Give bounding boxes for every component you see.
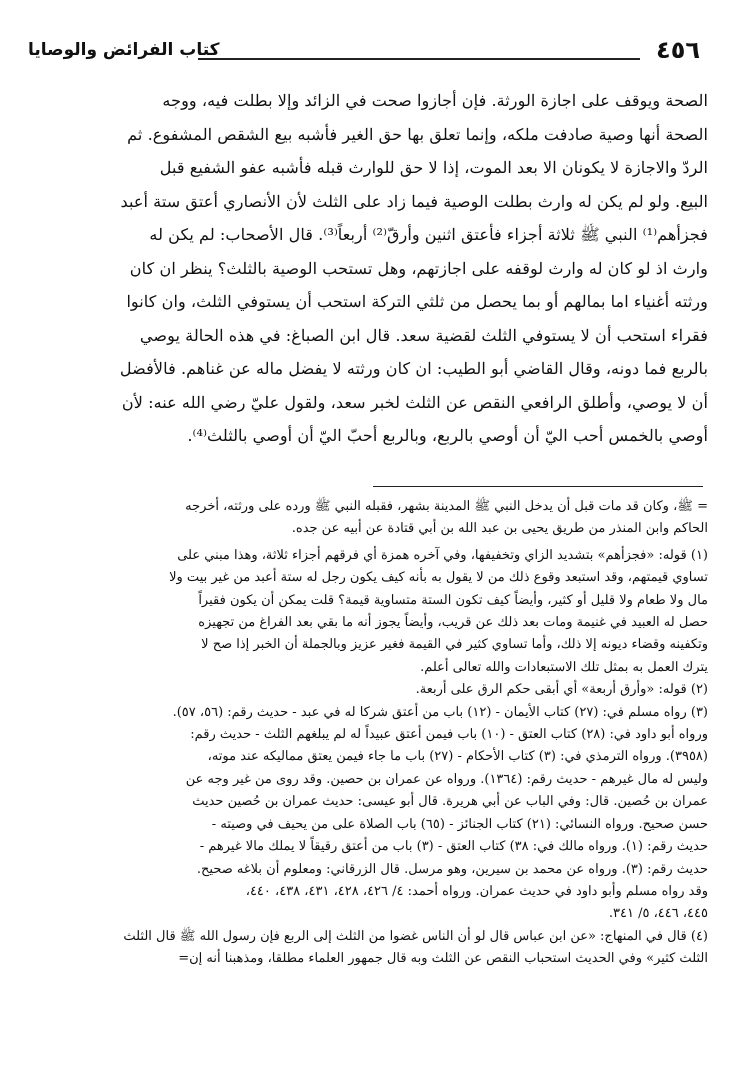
footnote-line: = ﷺ، وكان قد مات قبل أن يدخل النبي ﷺ المدينة بشهر، فقبله النبي ﷺ ورده على ورثته، أخرجه (185, 499, 708, 514)
main-line: أوصي بالخمس أحب اليّ أن أوصي بالربع، وبالربع أحبّ اليّ أن أوصي بالثلث⁽⁴⁾. (187, 426, 708, 445)
footnote-line: (٣٩٥٨). ورواه الترمذي في: (٣) كتاب الأحكام - (٢٧) باب ما جاء فيمن يعتق مماليكه عند موته، (207, 749, 708, 765)
footnote-line: وتكفينه وقضاء ديونه إلا ذلك، وأما تساوي كثير في القيمة فغير عزيز وبالجملة أن الخبر إذا صح لا (201, 637, 708, 653)
footnote-line: وقد رواه مسلم وأبو داود في حديث عمران. ورواه أحمد: ٤/ ٤٢٦، ٤٢٨، ٤٣١، ٤٣٨، ٤٤٠، (245, 883, 708, 899)
book-title: كتاب الفرائض والوصايا (28, 40, 220, 60)
footnote-2 (26, 679, 708, 701)
main-line: الردّ والاجازة لا يكونان الا بعد الموت، إذا لا حق للوارث قبله فأشبه عفو الشفيع قبل (159, 158, 708, 177)
footnote-line: الثلث كثير» وفي الحديث استحباب النقص عن الثلث وبه قال جمهور العلماء مطلقا، ومذهبنا أنه إن= (178, 951, 708, 967)
footnote-line: عمران بن حُصين. قال: وفي الباب عن أبي هريرة. قال أبو عيسى: حديث عمران بن حُصين حديث (192, 794, 708, 810)
footnote-line: حديث رقم: (١). ورواه مالك في: ٣٨) كتاب العتق - (٣) باب من أعتق رقيقاً لا يملك مالا غيرهم - (199, 839, 708, 855)
main-line: الصحة أنها وصية صادفت ملكه، وإنما تعلق بها حق الغير فأشبه بيع الشقص المشفوع. ثم (127, 124, 708, 144)
main-line: فقراء استحب أن لا يستوفي الثلث لقضية سعد. قال ابن الصباغ: في هذه الحالة يوصي (139, 325, 708, 345)
footnote-line: ٤٤٥، ٤٤٦، ٥/ ٣٤١. (608, 906, 708, 922)
footnote-line: ورواه أبو داود في: (٢٨) كتاب العتق - (١٠) باب فيمن أعتق عبيداً له لم يبلغهم الثلث - حديث رقم: (190, 727, 708, 743)
footnote-line: (٢) قوله: «وأرق أربعة» أي أبقى حكم الرق على أربعة. (415, 682, 708, 698)
main-line: الصحة ويوقف على اجازة الورثة. فإن أجازوا صحت في الزائد وإلا بطلت فيه، ووجه (162, 91, 708, 110)
footnote-separator (373, 486, 703, 487)
footnote-line: حديث رقم: (٣). ورواه عن محمد بن سيرين، وهو مرسل. قال الزرقاني: ومعلوم أن بلاغه صحيح. (196, 861, 708, 877)
footnotes (26, 488, 708, 971)
main-line: وارث اذ لو كان له وارث لوقفه على اجازتهم، وهل تستحب الوصية بالثلث؟ ينظر ان كان (129, 258, 708, 278)
page-number: ٤٥٦ (656, 36, 700, 64)
footnote-line: حسن صحيح. ورواه النسائي: (٢١) كتاب الجنائز - (٦٥) باب الصلاة على من يحيف في وصيته - (211, 816, 708, 832)
footnote-line: مال ولا طعام ولا قليل أو كثير، وأيضاً كيف تكون الستة متساوية قيمة؟ قلت يمكن أن يكون فقيراً (198, 592, 708, 608)
footnote-line: يترك العمل به بمثل تلك الاستبعادات والله تعالى أعلم. (420, 659, 708, 675)
main-line: بالربع فما دونه، وقال القاضي أبو الطيب: ان كان ورثته لا يفضل ماله عن غناهم. فالأفضل (119, 359, 708, 378)
main-text (42, 84, 708, 453)
footnote-line: حصل له العبيد في غنيمة ومات بعد ذلك عن قريب، وأيضاً يجوز أنه ما بقي بعد الفراغ من تجهيزه (198, 615, 708, 631)
footnote-line: تساوي قيمتهم، وقد استبعد وقوع ذلك من لا يقول به بأنه كيف يكون رجل له ستة أعبد من غير بيت ولا (169, 570, 708, 586)
footnote-line: (١) قوله: «فجزأهم» بتشديد الزاي وتخفيفها، وفي آخره همزة أي فرقهم أجزاء ثلاثة، وهذا مبني على (177, 547, 708, 563)
main-line: فجزأهم⁽¹⁾ النبي ﷺ ثلاثة أجزاء فأعتق اثنين وأرقّ⁽²⁾ أربعاً⁽³⁾. قال الأصحاب: لم يكن له (149, 225, 708, 244)
main-line: أن لا يوصي، وأطلق الرافعي النقص عن الثلث لخبر سعد، ولقول عليّ رضي الله عنه: لأن (121, 392, 708, 412)
footnote-line: وليس له مال غيرهم - حديث رقم: (١٣٦٤). ورواه عن عمران بن حصين. وقد روى من غير وجه عن (185, 771, 708, 787)
page-header (28, 36, 704, 68)
footnote-1 (26, 545, 708, 679)
footnote-line: (٣) رواه مسلم في: (٢٧) كتاب الأيمان - (١٢) باب من أعتق شركا له في عبد - حديث رقم: (٥٦، ٥٧). (172, 704, 708, 720)
main-line: البيع. ولو لم يكن له وارث بطلت الوصية فيما زاد على الثلث لأن الأنصاري أعتق ستة أعبد (120, 191, 708, 211)
footnote-4 (26, 926, 708, 971)
header-rule (198, 58, 640, 60)
footnote-line: (٤) قال في المنهاج: «عن ابن عباس قال لو أن الناس غضوا من الثلث إلى الربع فإن رسول الله ﷺ قال الثلث (123, 928, 708, 944)
footnote-line: الحاكم وابن المنذر من طريق يحيى بن عبد الله بن أبي قتادة عن أبيه عن جده. (291, 521, 708, 537)
main-line: ورثته أغنياء اما بمالهم أو بما يحصل من ثلثي التركة استحب أن يستوفي الثلث، وان كانوا (126, 292, 708, 311)
footnote-3 (26, 702, 708, 926)
footnote-continuation (26, 496, 708, 541)
